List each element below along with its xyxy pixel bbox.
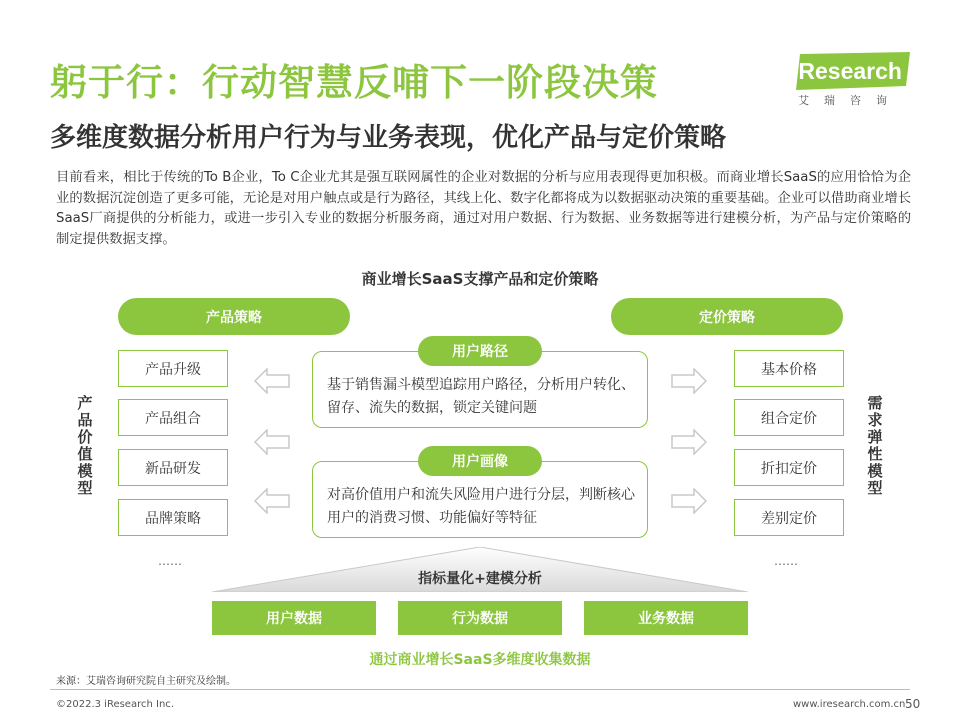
pricing-item: 组合定价 xyxy=(734,399,844,436)
user-path-tag: 用户路径 xyxy=(418,336,542,366)
data-source-business: 业务数据 xyxy=(584,601,748,635)
pricing-strategy-header: 定价策略 xyxy=(611,298,843,335)
data-source-behavior: 行为数据 xyxy=(398,601,562,635)
product-more: …… xyxy=(158,554,182,568)
page-title: 躬于行：行动智慧反哺下一阶段决策 xyxy=(50,61,658,104)
pricing-item: 折扣定价 xyxy=(734,449,844,486)
user-path-description: 基于销售漏斗模型追踪用户路径，分析用户转化、留存、流失的数据，锁定关键问题 xyxy=(327,377,635,416)
intro-paragraph: 目前看来，相比于传统的To B企业，To C企业尤其是强互联网属性的企业对数据的分析与应用表现得更加积极。而商业增长SaaS的应用恰恰为企业的数据沉淀创造了更多可能，无论是对用户触点或是行为路径，其线上化、数字化都将成为以数据驱动决策的重要基础。企业可以借助商业增长SaaS厂商提供的分析能力，或进一步引入专业的数据分析服务商，通过对用户数据、行为数据、业务数据等进行建模分析，为产品与定价策略的制定提供数据支撑。 xyxy=(56,170,911,247)
product-item: 产品升级 xyxy=(118,350,228,387)
footer-divider xyxy=(50,689,910,690)
product-item: 品牌策略 xyxy=(118,499,228,536)
logo-subtext: 艾瑞咨询 xyxy=(798,94,902,107)
data-source-user: 用户数据 xyxy=(212,601,376,635)
logo-wordmark xyxy=(792,58,902,85)
arrow-right-icon xyxy=(671,488,707,514)
user-profile-description: 对高价值用户和流失风险用户进行分层，判断核心用户的消费习惯、功能偏好等特征 xyxy=(327,487,635,526)
product-item: 产品组合 xyxy=(118,399,228,436)
copyright: ©2022.3 iResearch Inc. xyxy=(56,699,174,710)
analysis-label: 指标量化+建模分析 xyxy=(418,571,542,587)
product-strategy-header: 产品策略 xyxy=(118,298,350,335)
product-item: 新品研发 xyxy=(118,449,228,486)
page-number: 50 xyxy=(905,697,921,711)
pricing-more: …… xyxy=(774,554,798,568)
arrow-right-icon xyxy=(671,368,707,394)
diagram-title: 商业增长SaaS支撑产品和定价策略 xyxy=(361,270,599,288)
pricing-item: 基本价格 xyxy=(734,350,844,387)
logo-wordmark-text: iResearch xyxy=(792,58,902,84)
user-profile-tag: 用户画像 xyxy=(418,446,542,476)
arrow-left-icon xyxy=(254,488,290,514)
iresearch-logo xyxy=(792,52,912,108)
website-link[interactable]: www.iresearch.com.cn xyxy=(793,699,906,710)
demand-elasticity-model-label: 需求弹性模型 xyxy=(867,394,883,497)
arrow-right-icon xyxy=(671,429,707,455)
arrow-left-icon xyxy=(254,368,290,394)
page-subtitle: 多维度数据分析用户行为与业务表现，优化产品与定价策略 xyxy=(50,123,727,153)
product-value-model-label: 产品价值模型 xyxy=(77,394,93,497)
pricing-item: 差别定价 xyxy=(734,499,844,536)
data-collection-label: 通过商业增长SaaS多维度收集数据 xyxy=(369,652,591,668)
source-note: 来源：艾瑞咨询研究院自主研究及绘制。 xyxy=(56,676,236,687)
arrow-left-icon xyxy=(254,429,290,455)
